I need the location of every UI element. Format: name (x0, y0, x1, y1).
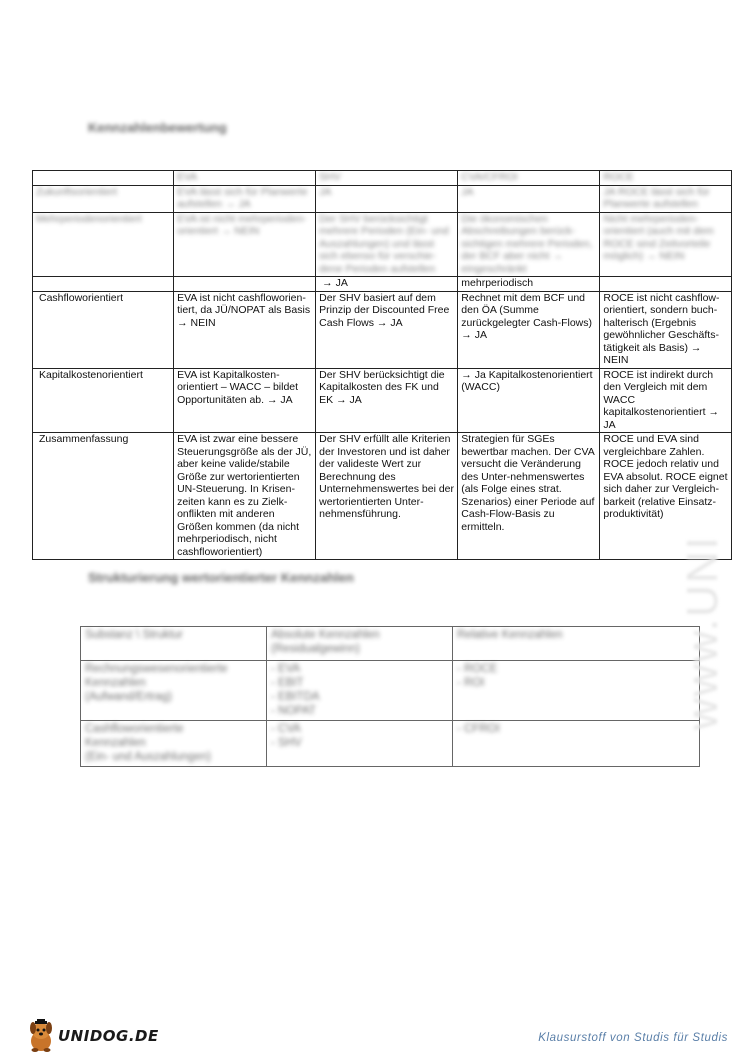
table-row (81, 627, 700, 661)
table-header-cell: CVA/CFROI (461, 171, 518, 183)
table-cell: JA (461, 185, 474, 198)
table-cell: Strategien für SGEs bewertbar machen. Der CVA versucht die Veränderung des Unter-nehmenswertes (als Folge eines strat. Szenarios) einer Periode auf Cash-Flow-Basis zu ermitteln. (458, 433, 600, 560)
table-cell (600, 277, 732, 292)
table-cell: Rechnet mit dem BCF und den ÖA (Summe zurückgelegter Cash-Flows) → JA (458, 291, 600, 368)
table-cell (174, 277, 316, 292)
table-cell: JA (319, 185, 332, 198)
table-row (33, 185, 732, 212)
table-cell: - CFROI (457, 723, 500, 735)
table-cell: Der SHV basiert auf dem Prinzip der Discounted Free Cash Flows → JA (316, 291, 458, 368)
table-cell: EVA ist zwar eine bessere Steuerungsgröße als der JÜ, aber keine valide/stabile Größe zur wertorientierten UN-Steuerung. In Krisen-zeiten kann es zu Zielk-onflikten mit anderen Größen kommen (da nicht mehrperiodisch, nicht cashfloworientiert) (174, 433, 316, 560)
table-cell: mehrperiodisch (458, 277, 600, 292)
table-row (33, 368, 732, 433)
table-cell: Zusammenfassung (33, 433, 174, 560)
table-cell: EVA ist nicht cashfloworien-tiert, da JÜ/NOPAT als Basis → NEIN (174, 291, 316, 368)
table-cell: Der SHV berücksichtigt die Kapitalkosten des FK und EK → JA (316, 368, 458, 433)
table-cell: Kapitalkostenorientiert (33, 368, 174, 433)
table-row (81, 661, 700, 721)
table-cell: - ROCE - ROI (457, 663, 498, 689)
table-cell: EVA ist nicht mehrperioden-orientiert → NEIN (177, 212, 307, 237)
table-row (81, 721, 700, 767)
section-heading-strukturierung: Strukturierung wertorientierter Kennzahlen (88, 570, 354, 585)
table-row (33, 277, 732, 292)
table-cell: - EVA - EBIT - EBITDA - NOPAT (271, 663, 320, 717)
table-cell: ROCE und EVA sind vergleichbare Zahlen. ROCE jedoch relativ und EVA absolut. ROCE eignet sich daher zur Vergleich-barkeit (relative Einsatz-produktivität) (600, 433, 732, 560)
kennzahlen-struktur-table (80, 626, 700, 767)
table-header-cell: ROCE (603, 171, 634, 183)
table-cell: EVA lässt sich für Planwerte aufstellen → JA (177, 185, 308, 210)
table-cell: ROCE ist indirekt durch den Vergleich mit dem WACC kapitalkostenorientiert → JA (600, 368, 732, 433)
table-cell: ROCE ist nicht cashflow-orientiert, sondern buch-halterisch (Ergebnis gewöhnlicher Geschäfts-tätigkeit als Basis) → NEIN (600, 291, 732, 368)
table-cell: Rechnungswesenorientierte Kennzahlen (Aufwand/Ertrag) (85, 663, 228, 703)
footer-tagline: Klausurstoff von Studis für Studis (538, 1032, 728, 1044)
table-cell: - CVA - SHV (271, 723, 302, 749)
kennzahlen-bewertung-table (32, 170, 732, 560)
table-cell: Nicht mehrperioden-orientiert (auch mit dem ROCE sind Zeitvorteile möglich) → NEIN (603, 212, 714, 262)
table-cell: Cashfloworientierte Kennzahlen (Ein- und Auszahlungen) (85, 723, 211, 763)
table-cell: EVA ist Kapitalkosten-orientiert – WACC – bildet Opportunitäten ab. → JA (174, 368, 316, 433)
table-cell: Cashfloworientiert (33, 291, 174, 368)
table-row (33, 433, 732, 560)
table-cell: Absolute Kennzahlen (Residualgewinn) (271, 629, 380, 655)
table-row (33, 291, 732, 368)
table-cell (33, 277, 174, 292)
table-cell: Der SHV berücksichtigt mehrere Perioden (Ein- und Auszahlungen) und lässt sich ebenso für verschie-dene Perioden aufstellen (319, 212, 449, 275)
table-cell: Mehrperiodenorientiert (36, 212, 142, 225)
table-cell: Substanz \ Struktur (85, 629, 183, 641)
table-cell: Zukunftsorientiert (36, 185, 118, 198)
table-cell: JA ROCE lässt sich für Planwerte aufstellen (603, 185, 710, 210)
table-row (33, 212, 732, 277)
table-header-cell: SHV (319, 171, 341, 183)
table-cell: → JA (316, 277, 458, 292)
watermark: www.UNI (678, 535, 727, 730)
table-header-row (33, 171, 732, 186)
table-cell: Relative Kennzahlen (457, 629, 563, 641)
table-cell: Die ökonomischen Abschreibungen berück-sichtigen mehrere Perioden, der BCF aber nicht → eingeschränkt (461, 212, 593, 275)
table-cell: → Ja Kapitalkostenorientiert (WACC) (458, 368, 600, 433)
table-header-cell: EVA (177, 171, 198, 183)
logo-text: UNIDOG.DE (58, 1027, 159, 1045)
dog-mascot-icon (26, 1019, 56, 1053)
section-heading-kennzahlenbewertung: Kennzahlenbewertung (88, 120, 227, 135)
unidog-logo[interactable] (26, 1016, 159, 1056)
table-cell: Der SHV erfüllt alle Kriterien der Investoren und ist daher der valideste Wert zur Berechnung des Unternehmenswertes bei der wertorientierten Unter-nehmensführung. (316, 433, 458, 560)
